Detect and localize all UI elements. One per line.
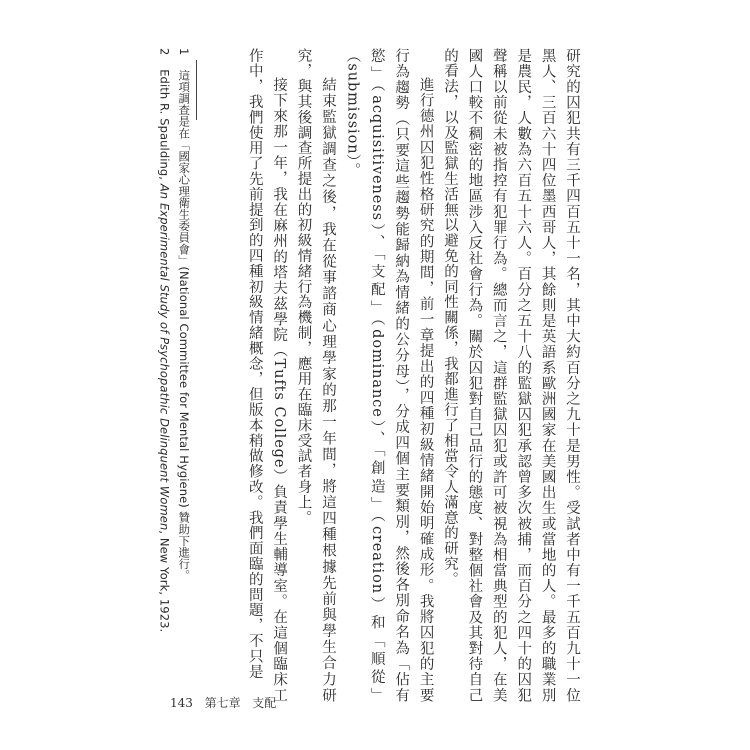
- footnote-publication: , New York, 1923.: [157, 530, 172, 633]
- page-number: 143: [170, 696, 193, 710]
- footnote-author: Edith R. Spaulding,: [157, 69, 172, 184]
- footnote-number: 2: [157, 48, 172, 56]
- page-footer: [170, 694, 276, 711]
- footnote-divider: [196, 60, 197, 120]
- footnote-book-title: An Experimental Study of Psychopathic Delinquent Women: [157, 183, 172, 531]
- footnotes-block: [154, 48, 193, 703]
- paragraph-3: 結束監獄調查之後，我在從事諮商心理學家的那一年間，將這四種根據先前與學生合力研究，與其後調查所提出的初級情緒行為機制，應用在臨床受試者身上。: [295, 48, 336, 703]
- footnote-number: 1: [177, 48, 192, 56]
- chapter-label: 第七章: [204, 696, 241, 710]
- paragraph-1: 研究的囚犯共有三千四百五十一名，其中大約百分之九十是男性。受試者中有一千五百九十一位黑人、三百六十四位墨西哥人，其餘則是英語系歐洲國家在美國出生或當地的人。最多的職業別是農民，人數為六百五十六人。百分之五十八的監獄囚犯承認曾多次被捕，而百分之四十的囚犯聲稱以前從未被指控有犯罪行為。總而言之，這群監獄囚犯或許可被視為相當典型的犯人，在美國人口較不稠密的地區涉入反社會行為。關於囚犯對自己品行的態度、對整個社會及其對待自己的看法，以及監獄生活無以避免的同性關係，我都進行了相當令人滿意的研究。: [441, 48, 580, 703]
- main-text-block: [242, 48, 584, 703]
- chapter-title: 支配: [252, 696, 277, 710]
- paragraph-2: 進行德州囚犯性格研究的期間，前一章提出的四種初級情緒開始明確成形。我將囚犯的主要行為趨勢（只要這些趨勢能歸納為情緒的公分母），分成四個主要類別，然後各別命名為「佔有慾」（acquisitiveness）、「支配」（dominance）、「創造」（creation）和「順從」（submission）。: [344, 48, 434, 703]
- paragraph-4: 接下來那一年，我在麻州的塔夫茲學院（Tufts College）負責學生輔導室。在這個臨床工作中，我們使用了先前提到的四種初級情緒概念，但版本稍做修改。我們面臨的問題，不只是: [246, 48, 288, 703]
- footnote-2: [154, 48, 174, 703]
- footnote-1: [174, 48, 194, 703]
- footnote-text: 這項調查是在「國家心理衛生委員會」(National Committee for Mental Hygiene) 贊助下進行。: [177, 69, 192, 582]
